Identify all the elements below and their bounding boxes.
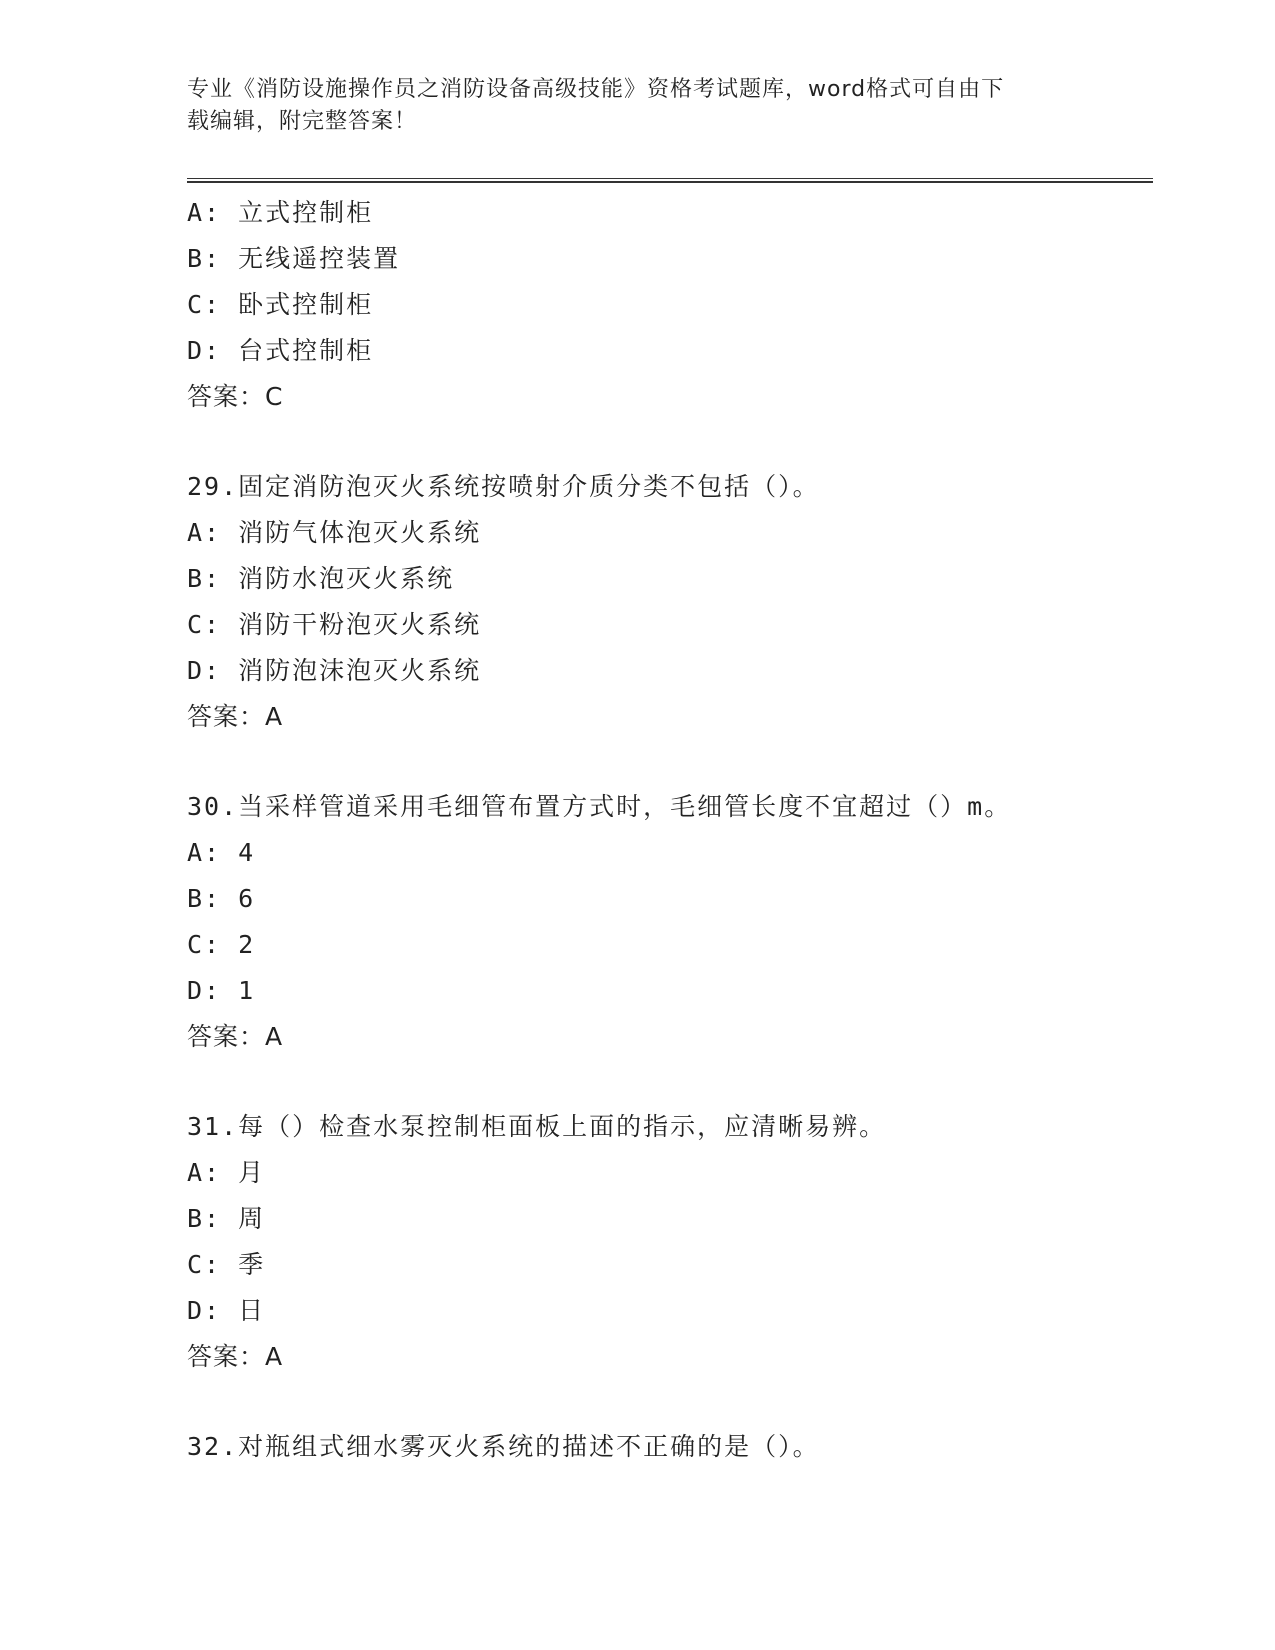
spacer — [187, 1380, 1147, 1424]
answer-line: 答案：A — [187, 1342, 284, 1371]
question-text: 32.对瓶组式细水雾灭火系统的描述不正确的是（）。 — [187, 1432, 820, 1461]
option-a: A: 4 — [187, 838, 256, 867]
question-block-28 — [187, 190, 1147, 420]
question-text: 30.当采样管道采用毛细管布置方式时，毛细管长度不宜超过（）m。 — [187, 792, 1012, 821]
option-a: A: 消防气体泡灭火系统 — [187, 518, 482, 547]
option-c: C: 卧式控制柜 — [187, 290, 374, 319]
option-d: D: 消防泡沫泡灭火系统 — [187, 656, 482, 685]
spacer — [187, 740, 1147, 784]
answer-line: 答案：A — [187, 702, 284, 731]
option-c: C: 消防干粉泡灭火系统 — [187, 610, 482, 639]
header-line-1: 专业《消防设施操作员之消防设备高级技能》资格考试题库，word格式可自由下 — [187, 77, 1005, 102]
answer-line: 答案：A — [187, 1022, 284, 1051]
spacer — [187, 420, 1147, 464]
spacer — [187, 1060, 1147, 1104]
header-divider — [187, 178, 1153, 183]
option-a: A: 月 — [187, 1158, 266, 1187]
option-b: B: 周 — [187, 1204, 266, 1233]
question-text: 29.固定消防泡灭火系统按喷射介质分类不包括（）。 — [187, 472, 820, 501]
header-line-2: 载编辑，附完整答案！ — [187, 109, 418, 134]
option-b: B: 消防水泡灭火系统 — [187, 564, 455, 593]
question-block-32 — [187, 1424, 1147, 1470]
document-header — [187, 74, 1087, 138]
option-b: B: 无线遥控装置 — [187, 244, 401, 273]
question-block-31 — [187, 1104, 1147, 1380]
option-c: C: 2 — [187, 930, 256, 959]
question-block-30 — [187, 784, 1147, 1060]
option-a: A: 立式控制柜 — [187, 198, 374, 227]
option-d: D: 1 — [187, 976, 256, 1005]
question-text: 31.每（）检查水泵控制柜面板上面的指示，应清晰易辨。 — [187, 1112, 887, 1141]
option-b: B: 6 — [187, 884, 256, 913]
option-c: C: 季 — [187, 1250, 266, 1279]
question-list — [187, 190, 1147, 1470]
option-d: D: 日 — [187, 1296, 266, 1325]
option-d: D: 台式控制柜 — [187, 336, 374, 365]
answer-line: 答案：C — [187, 382, 284, 411]
question-block-29 — [187, 464, 1147, 740]
